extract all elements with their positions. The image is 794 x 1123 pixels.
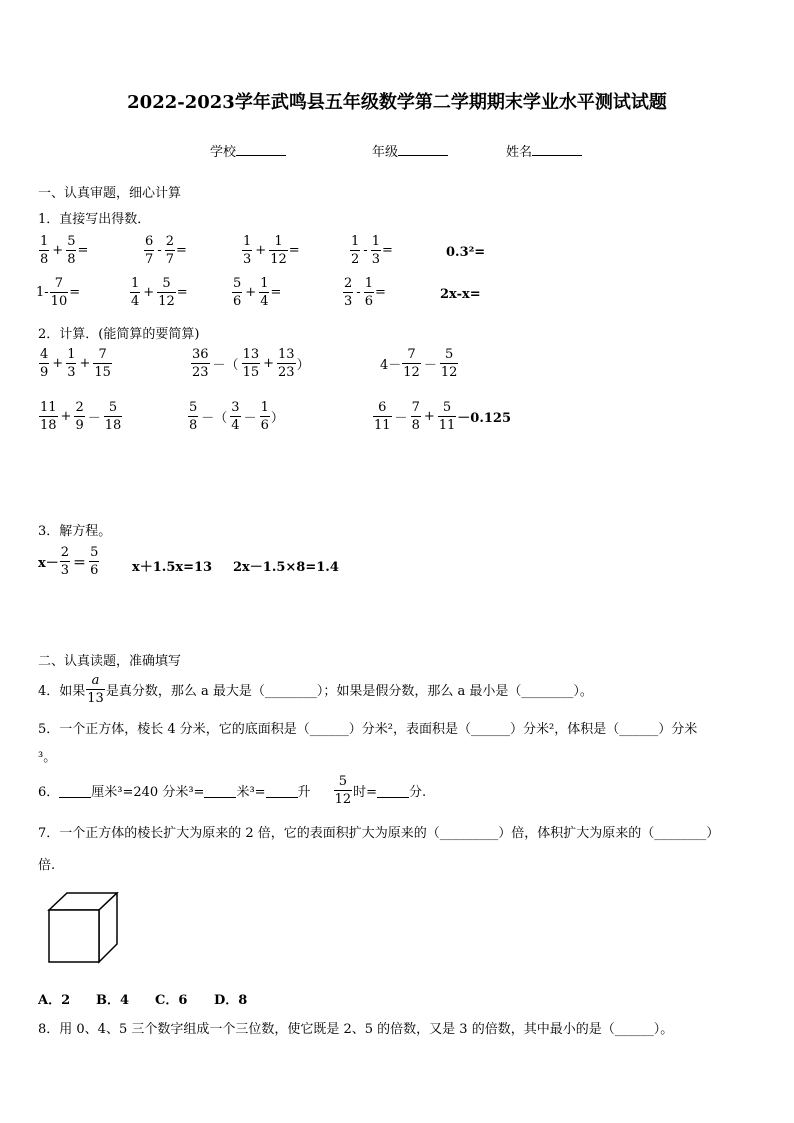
q6: 6． 厘米³=240 分米³= 米³= 升 5 12 时= 分. [38, 774, 427, 807]
q6-blank-3[interactable] [266, 784, 298, 798]
q2-expr-3: 4－ 7 12 － 5 12 [380, 347, 458, 380]
school-field [210, 141, 286, 160]
fraction: 6 11 [374, 400, 391, 433]
name-blank[interactable] [532, 142, 582, 156]
fraction: 11 18 [40, 400, 57, 433]
q5-line-2: ³。 [38, 750, 57, 765]
q2-expr-5: 5 8 －（ 3 4 － 1 6 ） [189, 400, 284, 433]
fraction: $\frac{5}{11}$ [438, 400, 456, 433]
fraction: 5 18 [104, 400, 122, 433]
q2-expr-1: 4 9 + $\frac{1}{3}$ + $\frac{7}{15}$ [40, 347, 111, 380]
q6-blank-4[interactable] [377, 784, 409, 798]
fraction: $\frac{1}{4}$ [260, 276, 269, 309]
fraction: $\frac{1}{12}$ [270, 234, 287, 267]
school-blank[interactable] [236, 142, 286, 156]
choice-b[interactable]: B．4 [96, 993, 130, 1008]
grade-label: 年级 [372, 145, 399, 160]
fraction: 1 4 [131, 276, 140, 309]
fraction: 1 3 [243, 234, 252, 267]
q2-expr-6: 6 11 － 7 8 + $\frac{5}{11}$ －0.125 [374, 400, 512, 433]
fraction: $\frac{5}{8}$ [67, 234, 76, 267]
q3-equation-1: x－ 2 3 ＝ 5 6 [38, 545, 99, 578]
q5-line-1: 5．一个正方体，棱长 4 分米，它的底面积是（______）分米²，表面积是（______）分米²，体积是（______）分米 [38, 722, 698, 737]
choice-d[interactable]: D．8 [214, 993, 248, 1008]
fraction: 5 6 [233, 276, 242, 309]
fraction: 2 3 [344, 276, 353, 309]
q1-item-3: 1 3 + $\frac{1}{12}$ = [243, 234, 300, 267]
fraction: 4 9 [40, 347, 49, 380]
fraction: $\frac{7}{10}$ [50, 276, 68, 309]
fraction: 2 3 [60, 545, 70, 578]
name-field [506, 141, 582, 160]
fraction: 1 6 [260, 400, 269, 433]
fraction: 6 7 [145, 234, 154, 267]
fraction: $\frac{5}{12}$ [158, 276, 175, 309]
cube-figure [46, 892, 120, 964]
fraction: 7 8 [411, 400, 420, 433]
fraction: 7 12 [403, 347, 420, 380]
q3-equation-3: 2x－1.5×8=1.4 [233, 560, 339, 575]
section2-heading: 二、认真读题，准确填写 [38, 654, 182, 669]
fraction: $\frac{13}{23}$ [278, 347, 295, 380]
choice-c[interactable]: C．6 [155, 993, 188, 1008]
page-title: 2022-2023学年武鸣县五年级数学第二学期期末学业水平测试试题 [127, 92, 667, 113]
cube-front-face [49, 910, 99, 962]
q2-label: 2．计算．(能简算的要简算) [38, 327, 200, 342]
fraction: $\frac{7}{15}$ [94, 347, 111, 380]
fraction: 36 23 [192, 347, 209, 380]
fraction: $\frac{1}{3}$ [371, 234, 380, 267]
q3-label: 3．解方程。 [38, 524, 112, 539]
q1-item-1: 1 8 + $\frac{5}{8}$ = [40, 234, 89, 267]
fraction: a 13 [87, 673, 104, 706]
school-label: 学校 [210, 145, 237, 160]
q2-expr-4: 11 18 + $\frac{2}{9}$ － 5 18 [40, 400, 122, 433]
q1-item-8: 5 6 + $\frac{1}{4}$ = [233, 276, 282, 309]
fraction: 13 15 [242, 347, 260, 380]
q6-blank-1[interactable] [59, 784, 91, 798]
q6-blank-2[interactable] [204, 784, 236, 798]
fraction: 1 2 [351, 234, 360, 267]
section1-heading: 一、认真审题，细心计算 [38, 186, 182, 201]
q1-item-2: 6 7 - $\frac{2}{7}$ = [145, 234, 187, 267]
q1-item-10: 2x-x= [440, 287, 481, 302]
fraction: $\frac{1}{3}$ [67, 347, 76, 380]
q3-equation-2: x＋1.5x=13 [132, 560, 213, 575]
q1-label: 1．直接写出得数． [38, 212, 151, 227]
q1-item-4: 1 2 - $\frac{1}{3}$ = [351, 234, 393, 267]
name-label: 姓名 [506, 145, 533, 160]
fraction: 5 12 [334, 774, 352, 807]
fraction: 3 4 [231, 400, 240, 433]
q2-expr-2: 36 23 －（ 13 15 + $\frac{13}{23}$ ） [192, 347, 310, 380]
q1-item-5: 0.3²= [446, 245, 486, 260]
fraction: $\frac{1}{6}$ [364, 276, 373, 309]
fraction: $\frac{2}{9}$ [75, 400, 84, 433]
q4: 4．如果 a 13 是真分数，那么 a 最大是（________）；如果是假分数，那么 a 最小是（________）。 [38, 673, 593, 706]
grade-blank[interactable] [398, 142, 448, 156]
q7-line-1: 7．一个正方体的棱长扩大为原来的 2 倍，它的表面积扩大为原来的（_________）倍，体积扩大为原来的（________） [38, 826, 720, 841]
fraction: 5 6 [90, 545, 99, 578]
grade-field [372, 141, 448, 160]
q1-item-6: 1- $\frac{7}{10}$ = [36, 276, 81, 309]
fraction: $\frac{2}{7}$ [165, 234, 174, 267]
q7-line-2: 倍. [38, 858, 56, 873]
fraction: 5 8 [189, 400, 198, 433]
fraction: 5 12 [440, 347, 458, 380]
q1-item-7: 1 4 + $\frac{5}{12}$ = [131, 276, 188, 309]
fraction: 1 8 [40, 234, 49, 267]
q8: 8．用 0、4、5 三个数字组成一个三位数，使它既是 2、5 的倍数，又是 3 的倍数，其中最小的是（______）。 [38, 1022, 674, 1037]
choice-a[interactable]: A．2 [38, 993, 71, 1008]
q1-item-9: 2 3 - $\frac{1}{6}$ = [344, 276, 386, 309]
